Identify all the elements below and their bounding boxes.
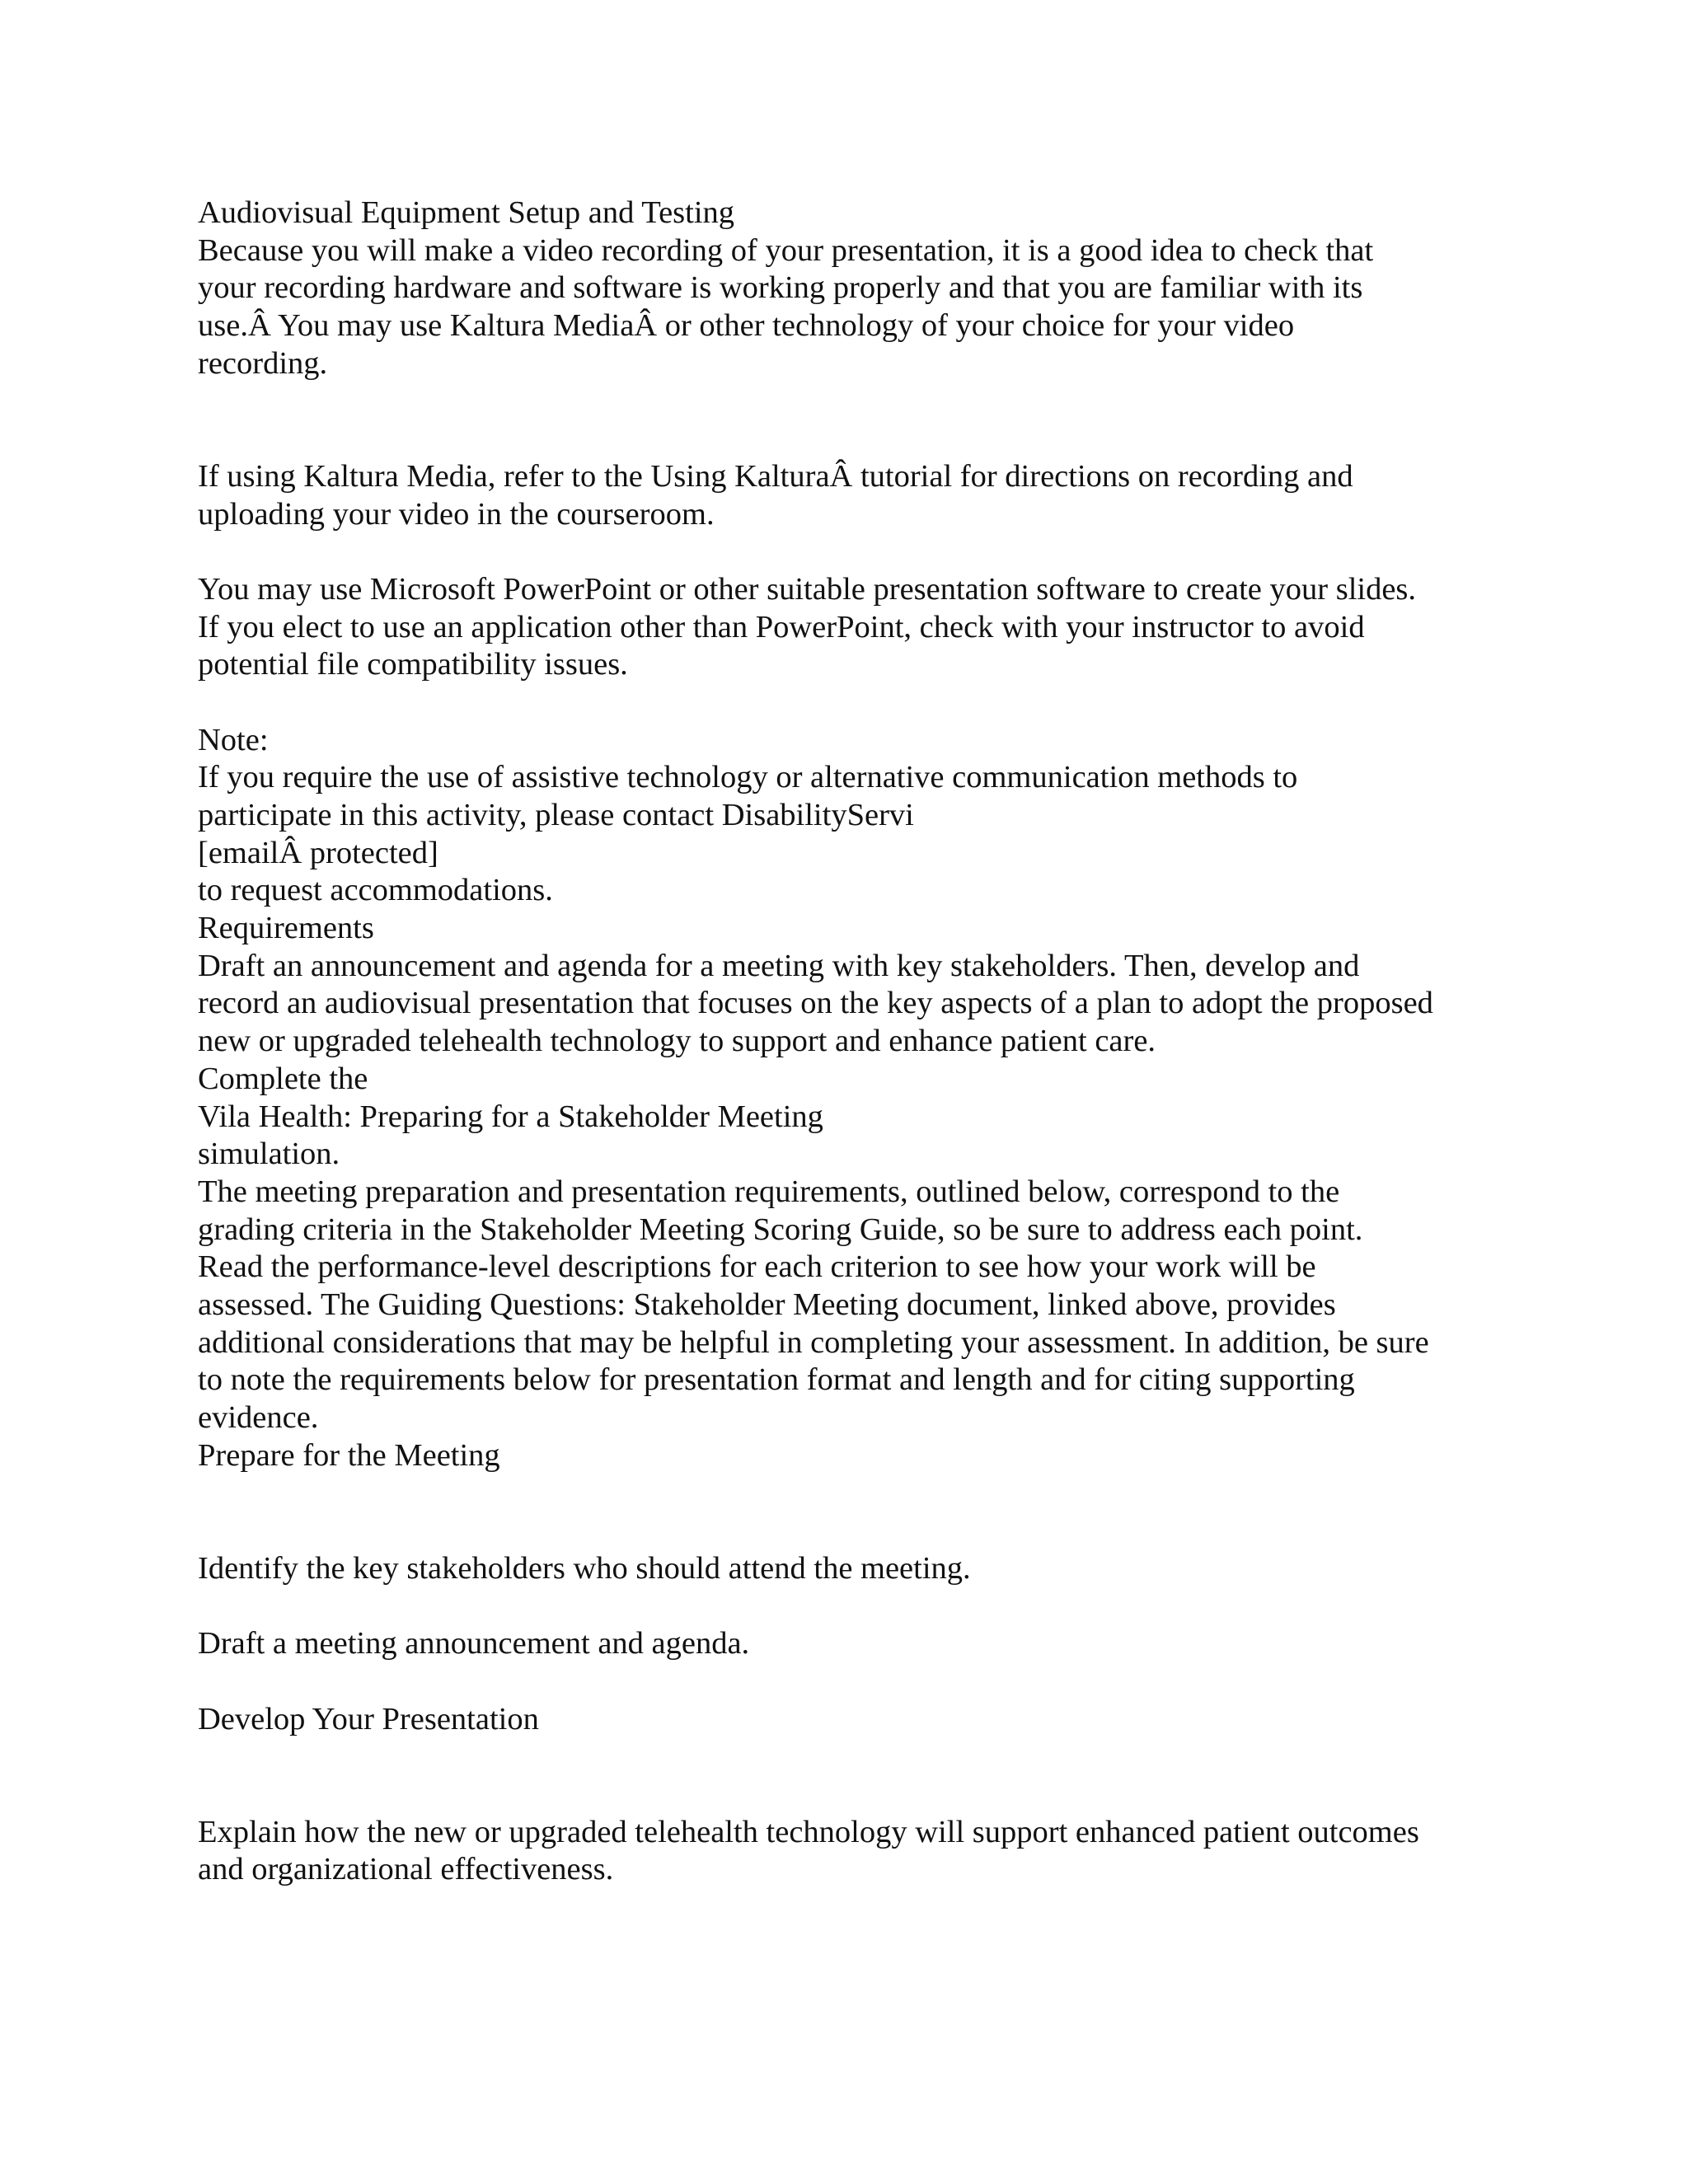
text-line: new or upgraded telehealth technology to support and enhance patient care.	[198, 1024, 1156, 1059]
text-line: You may use Microsoft PowerPoint or other suitable presentation software to create your slides.	[198, 571, 1417, 607]
text-line: and organizational effectiveness.	[198, 1852, 614, 1887]
paragraph-gap	[198, 1474, 1500, 1549]
simulation-title: Vila Health: Preparing for a Stakeholder Meeting	[198, 1099, 823, 1134]
text-line: If you require the use of assistive technology or alternative communication methods to	[198, 760, 1298, 795]
paragraph-gap	[198, 684, 1500, 722]
text-line: Complete the	[198, 1061, 368, 1096]
section-heading-audiovisual: Audiovisual Equipment Setup and Testing	[198, 195, 735, 230]
text-line: your recording hardware and software is working properly and that you are familiar with its	[198, 270, 1363, 306]
section-heading-develop: Develop Your Presentation	[198, 1701, 539, 1736]
text-line: If using Kaltura Media, refer to the Using KalturaÂ tutorial for directions on recording and	[198, 458, 1353, 494]
paragraph-gap	[198, 533, 1500, 571]
text-line: record an audiovisual presentation that focuses on the key aspects of a plan to adopt the proposed	[198, 986, 1433, 1021]
paragraph-gap	[198, 1663, 1500, 1701]
paragraph-gap	[198, 1738, 1500, 1813]
section-heading-prepare: Prepare for the Meeting	[198, 1437, 500, 1473]
text-line: Identify the key stakeholders who should attend the meeting.	[198, 1550, 971, 1586]
paragraph-gap	[198, 1587, 1500, 1625]
text-line: Read the performance-level descriptions for each criterion to see how your work will be	[198, 1249, 1316, 1285]
text-line: assessed. The Guiding Questions: Stakeholder Meeting document, linked above, provides	[198, 1286, 1336, 1322]
text-line: Draft a meeting announcement and agenda.	[198, 1626, 750, 1661]
text-line: uploading your video in the courseroom.	[198, 496, 715, 532]
text-line: grading criteria in the Stakeholder Meeting Scoring Guide, so be sure to address each point.	[198, 1212, 1363, 1247]
text-line: participate in this activity, please contact DisabilityServi	[198, 798, 914, 833]
text-line: to note the requirements below for presentation format and length and for citing supporting	[198, 1362, 1355, 1398]
note-label: Note:	[198, 722, 269, 757]
text-line: simulation.	[198, 1137, 340, 1172]
email-protected-text: [emailÂ protected]	[198, 835, 438, 870]
text-line: Draft an announcement and agenda for a meeting with key stakeholders. Then, develop and	[198, 948, 1360, 983]
text-line: recording.	[198, 345, 328, 381]
paragraph-gap	[198, 382, 1500, 457]
text-line: to request accommodations.	[198, 873, 553, 908]
text-line: Because you will make a video recording of your presentation, it is a good idea to check that	[198, 232, 1374, 268]
text-line: additional considerations that may be helpful in completing your assessment. In addition, be sure	[198, 1324, 1429, 1360]
document-body	[198, 194, 1500, 1889]
text-line: Explain how the new or upgraded telehealth technology will support enhanced patient outcomes	[198, 1814, 1419, 1849]
text-line: If you elect to use an application other than PowerPoint, check with your instructor to avoid	[198, 609, 1365, 644]
text-line: evidence.	[198, 1400, 319, 1436]
text-line: use.Â You may use Kaltura MediaÂ or other technology of your choice for your video	[198, 308, 1295, 344]
section-heading-requirements: Requirements	[198, 911, 374, 946]
text-line: potential file compatibility issues.	[198, 647, 628, 682]
text-line: The meeting preparation and presentation requirements, outlined below, correspond to the	[198, 1174, 1340, 1209]
